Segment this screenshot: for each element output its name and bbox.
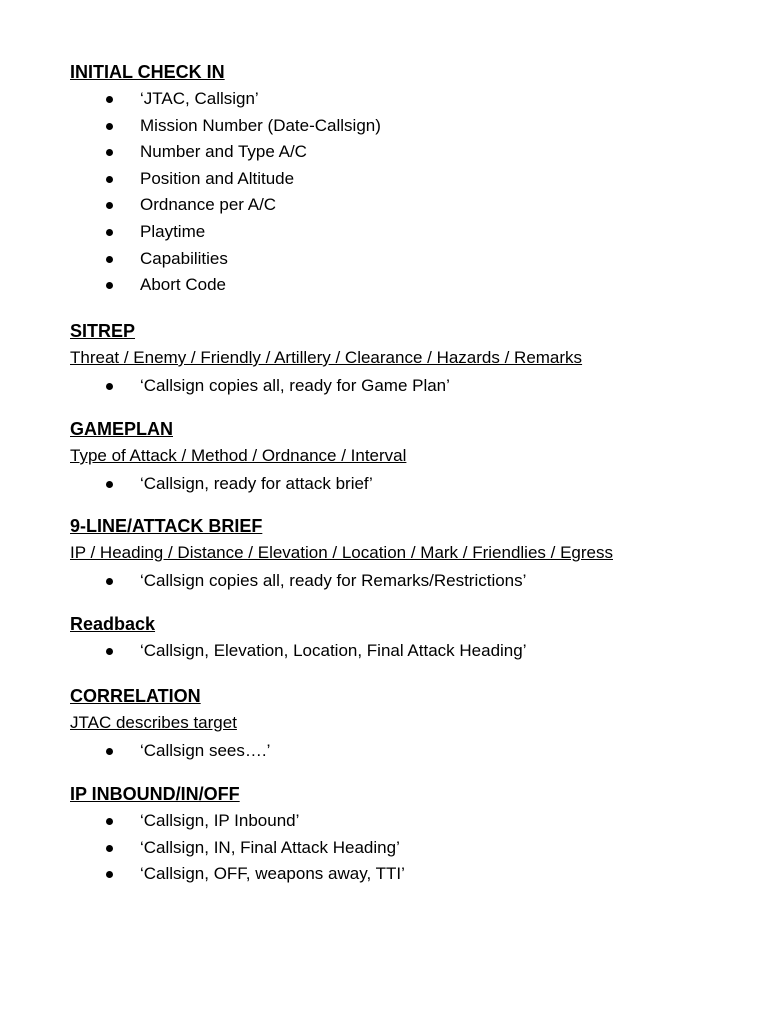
- list-item: [70, 219, 748, 246]
- bullet-icon: [106, 383, 113, 390]
- list-item: [70, 471, 748, 498]
- list-item-text: ‘Callsign, OFF, weapons away, TTI’: [140, 864, 405, 884]
- section-subline: JTAC describes target: [70, 713, 237, 732]
- bullet-icon: [106, 123, 113, 130]
- bullet-icon: [106, 229, 113, 236]
- section-heading: CORRELATION: [70, 686, 201, 706]
- section-heading: IP INBOUND/IN/OFF: [70, 784, 240, 804]
- list-item-text: ‘Callsign, IP Inbound’: [140, 811, 300, 830]
- list-item: [70, 808, 748, 835]
- list-item: [70, 738, 748, 765]
- list-item: [70, 638, 748, 665]
- section-heading: SITREP: [70, 321, 136, 341]
- bullet-icon: [106, 748, 113, 755]
- section-heading: INITIAL CHECK IN: [70, 62, 225, 82]
- bullet-icon: [106, 818, 113, 825]
- list-item: [70, 86, 748, 113]
- section-ip-inbound-in-off: [70, 782, 748, 888]
- section-readback: [70, 612, 748, 665]
- bullet-list: [70, 808, 748, 888]
- section-gameplan: [70, 417, 748, 498]
- bullet-icon: [106, 845, 113, 852]
- list-item: [70, 568, 748, 595]
- bullet-icon: [106, 96, 113, 103]
- bullet-list: [70, 738, 748, 765]
- list-item-text: Ordnance per A/C: [140, 195, 277, 215]
- bullet-list: [70, 373, 748, 400]
- list-item-text: Abort Code: [140, 275, 226, 295]
- bullet-list: [70, 638, 748, 665]
- list-item-text: Position and Altitude: [140, 168, 295, 188]
- list-item: [70, 861, 748, 888]
- section-subline: IP / Heading / Distance / Elevation / Location / Mark / Friendlies / Egress: [70, 543, 613, 562]
- list-item: [70, 272, 748, 299]
- list-item-text: Capabilities: [140, 248, 228, 268]
- list-item: [70, 113, 748, 140]
- list-item-text: ‘Callsign sees….’: [140, 741, 271, 760]
- bullet-icon: [106, 202, 113, 209]
- section-subline: Threat / Enemy / Friendly / Artillery / Clearance / Hazards / Remarks: [70, 348, 583, 367]
- section-initial-check-in: [70, 60, 748, 299]
- list-item: [70, 835, 748, 862]
- list-item: [70, 373, 748, 400]
- bullet-icon: [106, 149, 113, 156]
- list-item-text: Mission Number (Date-Callsign): [140, 115, 381, 135]
- section-sitrep: [70, 319, 748, 400]
- section-heading: GAMEPLAN: [70, 419, 173, 439]
- list-item-text: Number and Type A/C: [140, 142, 307, 162]
- list-item-text: ‘Callsign, ready for attack brief’: [140, 474, 373, 493]
- list-item: [70, 166, 748, 193]
- bullet-icon: [106, 578, 113, 585]
- list-item-text: ‘Callsign copies all, ready for Game Plan’: [140, 376, 450, 395]
- bullet-icon: [106, 648, 113, 655]
- bullet-icon: [106, 176, 113, 183]
- list-item: [70, 192, 748, 219]
- section-heading: 9-LINE/ATTACK BRIEF: [70, 516, 263, 536]
- bullet-icon: [106, 282, 113, 289]
- list-item-text: Playtime: [140, 221, 206, 241]
- section-9-line-attack-brief: [70, 514, 748, 595]
- section-correlation: [70, 684, 748, 765]
- bullet-list: [70, 568, 748, 595]
- section-heading: Readback: [70, 614, 156, 634]
- list-item-text: ‘Callsign, IN, Final Attack Heading’: [140, 837, 400, 857]
- list-item-text: ‘Callsign copies all, ready for Remarks/Restrictions’: [140, 571, 527, 590]
- list-item: [70, 246, 748, 273]
- bullet-list: [70, 86, 748, 299]
- bullet-icon: [106, 256, 113, 263]
- bullet-icon: [106, 871, 113, 878]
- list-item-text: ‘JTAC, Callsign’: [140, 89, 259, 108]
- section-subline: Type of Attack / Method / Ordnance / Interval: [70, 446, 407, 465]
- bullet-icon: [106, 481, 113, 488]
- bullet-list: [70, 471, 748, 498]
- list-item: [70, 139, 748, 166]
- list-item-text: ‘Callsign, Elevation, Location, Final Attack Heading’: [140, 641, 527, 660]
